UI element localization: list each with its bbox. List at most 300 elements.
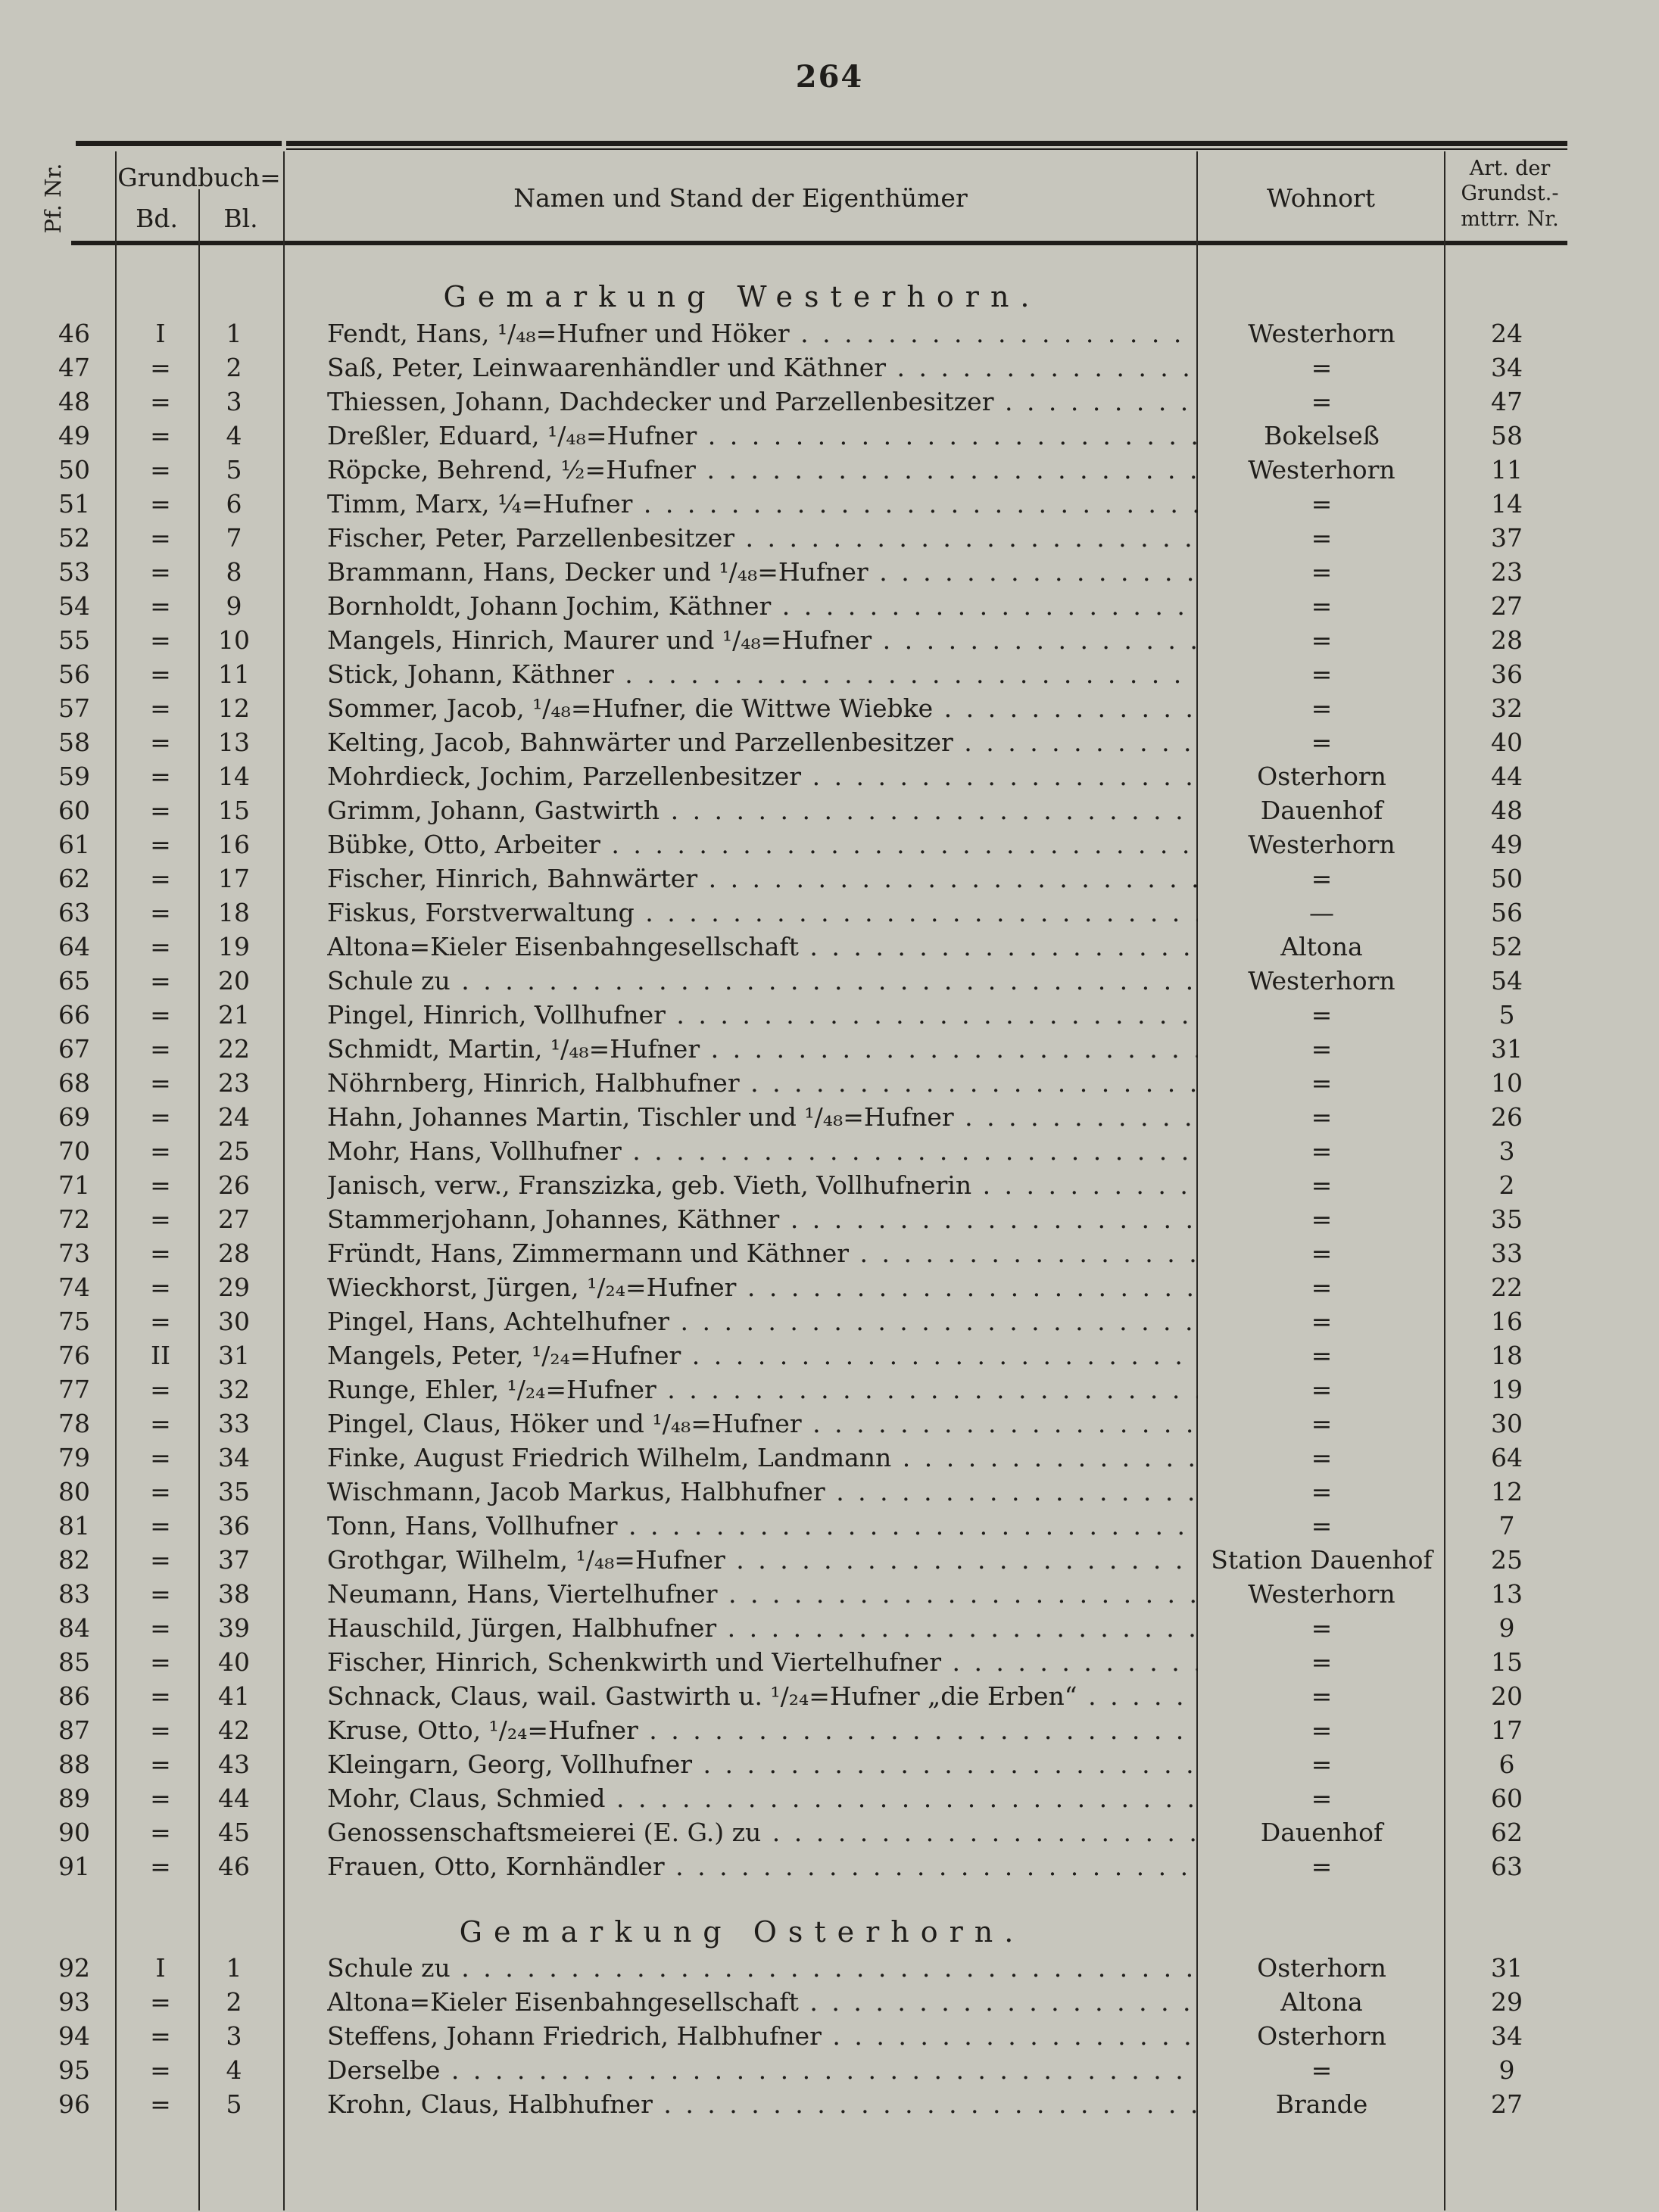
header-art-line3: mttrr. Nr.: [1461, 207, 1559, 231]
row-wohnort: =: [1311, 557, 1333, 587]
row-bl: 11: [218, 659, 250, 689]
row-nr: 47: [58, 353, 90, 382]
row-name: Schnack, Claus, wail. Gastwirth u. ¹/₂₄=Hufner „die Erben“ . . .: [327, 1679, 1198, 1713]
table-row: [0, 759, 1659, 793]
row-nr: 93: [58, 1987, 90, 2017]
table-row: [0, 2087, 1659, 2121]
header-wohnort: Wohnort: [1267, 183, 1375, 213]
row-art-nr: 62: [1491, 1818, 1523, 1847]
row-bl: 38: [218, 1579, 250, 1609]
row-art-nr: 44: [1491, 762, 1523, 791]
row-bd: =: [150, 1170, 171, 1200]
row-nr: 88: [58, 1749, 90, 1779]
row-wohnort: =: [1311, 2055, 1333, 2085]
row-nr: 83: [58, 1579, 90, 1609]
row-name: Saß, Peter, Leinwaarenhändler und Käthner . . .: [327, 350, 1198, 385]
row-bd: =: [150, 796, 171, 825]
row-art-nr: 6: [1498, 1749, 1515, 1779]
page-number: 264: [795, 59, 864, 95]
row-wohnort: =: [1311, 659, 1333, 689]
row-nr: 58: [58, 727, 90, 757]
table-row: [0, 316, 1659, 350]
row-bd: =: [150, 591, 171, 621]
row-art-nr: 34: [1491, 2021, 1523, 2051]
row-name: Pingel, Claus, Höker und ¹/₄₈=Hufner . . .: [327, 1407, 1198, 1441]
row-bl: 3: [226, 387, 242, 416]
row-name: Fendt, Hans, ¹/₄₈=Hufner und Höker . . .: [327, 316, 1198, 350]
row-bd: =: [150, 1136, 171, 1166]
row-nr: 85: [58, 1647, 90, 1677]
header-grundbuch: Grundbuch=: [117, 163, 281, 192]
row-art-nr: 16: [1491, 1307, 1523, 1336]
row-wohnort: =: [1311, 1613, 1333, 1643]
row-wohnort: Bokelseß: [1264, 421, 1380, 450]
row-nr: 77: [58, 1375, 90, 1404]
row-art-nr: 29: [1491, 1987, 1523, 2017]
row-bd: =: [150, 1715, 171, 1745]
row-art-nr: 2: [1498, 1170, 1515, 1200]
row-bl: 42: [218, 1715, 250, 1745]
row-name: Nöhrnberg, Hinrich, Halbhufner . . .: [327, 1066, 1198, 1100]
row-wohnort: =: [1311, 1647, 1333, 1677]
row-bl: 5: [226, 455, 242, 484]
row-bl: 45: [218, 1818, 250, 1847]
row-nr: 91: [58, 1852, 90, 1881]
row-art-nr: 20: [1491, 1681, 1523, 1711]
row-nr: 46: [58, 319, 90, 348]
row-art-nr: 22: [1491, 1273, 1523, 1302]
row-wohnort: =: [1311, 1273, 1333, 1302]
row-wohnort: =: [1311, 1204, 1333, 1234]
row-bd: =: [150, 1204, 171, 1234]
row-wohnort: —: [1309, 898, 1334, 927]
row-bl: 33: [218, 1409, 250, 1438]
row-wohnort: =: [1311, 1443, 1333, 1472]
table-row: [0, 1407, 1659, 1441]
header-art-line2: Grundst.-: [1461, 182, 1559, 205]
row-name: Kruse, Otto, ¹/₂₄=Hufner . . .: [327, 1713, 1198, 1747]
table-row: [0, 1747, 1659, 1781]
row-art-nr: 27: [1491, 591, 1523, 621]
row-bl: 39: [218, 1613, 250, 1643]
row-bd: =: [150, 1068, 171, 1098]
table-row: [0, 793, 1659, 827]
row-bd: =: [150, 1681, 171, 1711]
row-nr: 59: [58, 762, 90, 791]
row-name: Wischmann, Jacob Markus, Halbhufner . . .: [327, 1475, 1198, 1509]
row-bd: =: [150, 1477, 171, 1506]
table-row: [0, 2019, 1659, 2053]
row-name: Fiskus, Forstverwaltung . . .: [327, 896, 1198, 930]
row-art-nr: 47: [1491, 387, 1523, 416]
row-wohnort: =: [1311, 1000, 1333, 1030]
row-bl: 40: [218, 1647, 250, 1677]
row-art-nr: 63: [1491, 1852, 1523, 1881]
row-bl: 14: [218, 762, 250, 791]
row-wohnort: =: [1311, 1307, 1333, 1336]
row-bl: 30: [218, 1307, 250, 1336]
row-art-nr: 31: [1491, 1034, 1523, 1064]
table-row: [0, 1134, 1659, 1168]
row-bl: 4: [226, 2055, 242, 2085]
row-name: Timm, Marx, ¼=Hufner . . .: [327, 487, 1198, 521]
row-name: Altona=Kieler Eisenbahngesellschaft . . .: [327, 930, 1198, 964]
row-art-nr: 17: [1491, 1715, 1523, 1745]
row-art-nr: 3: [1498, 1136, 1515, 1166]
row-name: Dreßler, Eduard, ¹/₄₈=Hufner . . .: [327, 419, 1198, 453]
row-name: Finke, August Friedrich Wilhelm, Landmann . . .: [327, 1441, 1198, 1475]
row-wohnort: =: [1311, 1068, 1333, 1098]
row-art-nr: 27: [1491, 2089, 1523, 2119]
table-row: [0, 1815, 1659, 1849]
table-row: [0, 964, 1659, 998]
row-art-nr: 9: [1498, 1613, 1515, 1643]
row-art-nr: 54: [1491, 966, 1523, 995]
table-row: [0, 2053, 1659, 2087]
row-bd: =: [150, 1749, 171, 1779]
table-row: [0, 657, 1659, 691]
row-bl: 1: [226, 319, 242, 348]
row-name: Grothgar, Wilhelm, ¹/₄₈=Hufner . . .: [327, 1543, 1198, 1577]
table-row: [0, 1100, 1659, 1134]
header-art-line1: Art. der: [1469, 157, 1551, 180]
row-wohnort: =: [1311, 864, 1333, 893]
row-wohnort: Westerhorn: [1248, 1579, 1395, 1609]
table-row: [0, 589, 1659, 623]
row-nr: 48: [58, 387, 90, 416]
row-bd: =: [150, 1579, 171, 1609]
row-bd: I: [155, 319, 166, 348]
row-wohnort: =: [1311, 1238, 1333, 1268]
row-name: Tonn, Hans, Vollhufner . . .: [327, 1509, 1198, 1543]
row-bl: 13: [218, 727, 250, 757]
row-wohnort: =: [1311, 1341, 1333, 1370]
row-nr: 84: [58, 1613, 90, 1643]
table-row: [0, 1509, 1659, 1543]
table-row: [0, 1270, 1659, 1304]
row-bd: =: [150, 762, 171, 791]
row-name: Kleingarn, Georg, Vollhufner . . .: [327, 1747, 1198, 1781]
row-nr: 96: [58, 2089, 90, 2119]
table-row: [0, 487, 1659, 521]
row-name: Mohr, Claus, Schmied . . .: [327, 1781, 1198, 1815]
header-pf-nr: Pf. Nr.: [40, 163, 66, 234]
row-bd: =: [150, 932, 171, 961]
row-wohnort: =: [1311, 1681, 1333, 1711]
row-name: Schule zu . . .: [327, 964, 1198, 998]
row-bl: 12: [218, 693, 250, 723]
row-wohnort: Station Dauenhof: [1211, 1545, 1433, 1575]
table-row: [0, 896, 1659, 930]
row-bl: 21: [218, 1000, 250, 1030]
row-wohnort: =: [1311, 1034, 1333, 1064]
row-bd: =: [150, 1238, 171, 1268]
row-wohnort: Osterhorn: [1257, 1953, 1386, 1983]
row-art-nr: 10: [1491, 1068, 1523, 1098]
row-bl: 2: [226, 353, 242, 382]
row-nr: 94: [58, 2021, 90, 2051]
table-row: [0, 1577, 1659, 1611]
table-row: [0, 930, 1659, 964]
row-art-nr: 34: [1491, 353, 1523, 382]
row-wohnort: Westerhorn: [1248, 830, 1395, 859]
row-bd: =: [150, 1000, 171, 1030]
top-rule-right: [286, 141, 1567, 146]
row-bl: 36: [218, 1511, 250, 1541]
row-art-nr: 7: [1498, 1511, 1515, 1541]
row-bl: 3: [226, 2021, 242, 2051]
row-wohnort: =: [1311, 1715, 1333, 1745]
row-bd: =: [150, 1545, 171, 1575]
table-row: [0, 1066, 1659, 1100]
row-name: Genossenschaftsmeierei (E. G.) zu . . .: [327, 1815, 1198, 1849]
row-bl: 10: [218, 625, 250, 655]
row-wohnort: Brande: [1275, 2089, 1368, 2119]
row-bl: 32: [218, 1375, 250, 1404]
row-bl: 1: [226, 1953, 242, 1983]
row-name: Pingel, Hinrich, Vollhufner . . .: [327, 998, 1198, 1032]
header-bl: Bl.: [223, 204, 258, 233]
row-bl: 34: [218, 1443, 250, 1472]
row-art-nr: 56: [1491, 898, 1523, 927]
row-wohnort: Altona: [1280, 1987, 1363, 2017]
row-art-nr: 28: [1491, 625, 1523, 655]
row-bd: =: [150, 625, 171, 655]
row-bd: =: [150, 1375, 171, 1404]
row-wohnort: Osterhorn: [1257, 762, 1386, 791]
row-name: Mohr, Hans, Vollhufner . . .: [327, 1134, 1198, 1168]
row-nr: 76: [58, 1341, 90, 1370]
table-row: [0, 1985, 1659, 2019]
row-wohnort: Westerhorn: [1248, 455, 1395, 484]
row-name: Bornholdt, Johann Jochim, Käthner . . .: [327, 589, 1198, 623]
row-wohnort: =: [1311, 1511, 1333, 1541]
row-bd: =: [150, 557, 171, 587]
row-name: Grimm, Johann, Gastwirth . . .: [327, 793, 1198, 827]
row-name: Krohn, Claus, Halbhufner . . .: [327, 2087, 1198, 2121]
table-row: [0, 385, 1659, 419]
row-name: Schmidt, Martin, ¹/₄₈=Hufner . . .: [327, 1032, 1198, 1066]
row-art-nr: 58: [1491, 421, 1523, 450]
table-row: [0, 1713, 1659, 1747]
table-row: [0, 350, 1659, 385]
row-nr: 66: [58, 1000, 90, 1030]
row-bd: =: [150, 2021, 171, 2051]
table-row: [0, 691, 1659, 725]
row-nr: 75: [58, 1307, 90, 1336]
table-row: [0, 998, 1659, 1032]
row-nr: 70: [58, 1136, 90, 1166]
table-row: [0, 419, 1659, 453]
row-wohnort: =: [1311, 693, 1333, 723]
row-bl: 4: [226, 421, 242, 450]
row-bd: =: [150, 830, 171, 859]
row-nr: 82: [58, 1545, 90, 1575]
row-name: Neumann, Hans, Viertelhufner . . .: [327, 1577, 1198, 1611]
row-bd: =: [150, 659, 171, 689]
row-name: Bübke, Otto, Arbeiter . . .: [327, 827, 1198, 861]
row-art-nr: 15: [1491, 1647, 1523, 1677]
row-art-nr: 36: [1491, 659, 1523, 689]
row-bd: =: [150, 727, 171, 757]
row-name: Stammerjohann, Johannes, Käthner . . .: [327, 1202, 1198, 1236]
row-bl: 28: [218, 1238, 250, 1268]
row-nr: 71: [58, 1170, 90, 1200]
row-art-nr: 24: [1491, 319, 1523, 348]
row-art-nr: 35: [1491, 1204, 1523, 1234]
header-bd: Bd.: [136, 204, 178, 233]
table-row: [0, 1236, 1659, 1270]
row-art-nr: 18: [1491, 1341, 1523, 1370]
row-nr: 57: [58, 693, 90, 723]
row-bl: 26: [218, 1170, 250, 1200]
row-nr: 89: [58, 1784, 90, 1813]
row-name: Stick, Johann, Käthner . . .: [327, 657, 1198, 691]
row-nr: 64: [58, 932, 90, 961]
row-art-nr: 33: [1491, 1238, 1523, 1268]
row-bd: II: [150, 1341, 171, 1370]
row-nr: 60: [58, 796, 90, 825]
row-wohnort: =: [1311, 1102, 1333, 1132]
row-wohnort: =: [1311, 591, 1333, 621]
row-art-nr: 5: [1498, 1000, 1515, 1030]
row-nr: 52: [58, 523, 90, 553]
row-bd: =: [150, 2089, 171, 2119]
row-name: Fischer, Hinrich, Bahnwärter . . .: [327, 861, 1198, 896]
row-art-nr: 11: [1491, 455, 1523, 484]
row-nr: 49: [58, 421, 90, 450]
row-wohnort: =: [1311, 1409, 1333, 1438]
table-row: [0, 1202, 1659, 1236]
row-art-nr: 40: [1491, 727, 1523, 757]
row-nr: 65: [58, 966, 90, 995]
row-wohnort: =: [1311, 1749, 1333, 1779]
row-nr: 51: [58, 489, 90, 519]
row-bd: =: [150, 1443, 171, 1472]
table-row: [0, 861, 1659, 896]
table-row: [0, 1168, 1659, 1202]
row-name: Hauschild, Jürgen, Halbhufner . . .: [327, 1611, 1198, 1645]
row-name: Fischer, Peter, Parzellenbesitzer . . .: [327, 521, 1198, 555]
row-nr: 55: [58, 625, 90, 655]
row-bd: =: [150, 387, 171, 416]
row-wohnort: Osterhorn: [1257, 2021, 1386, 2051]
row-art-nr: 26: [1491, 1102, 1523, 1132]
row-art-nr: 60: [1491, 1784, 1523, 1813]
row-name: Janisch, verw., Franszizka, geb. Vieth, Vollhufnerin . . .: [327, 1168, 1198, 1202]
row-nr: 50: [58, 455, 90, 484]
row-bd: =: [150, 864, 171, 893]
row-wohnort: =: [1311, 489, 1333, 519]
row-wohnort: =: [1311, 1477, 1333, 1506]
row-bl: 29: [218, 1273, 250, 1302]
row-wohnort: =: [1311, 523, 1333, 553]
row-bl: 20: [218, 966, 250, 995]
row-name: Sommer, Jacob, ¹/₄₈=Hufner, die Wittwe Wiebke . . .: [327, 691, 1198, 725]
row-nr: 92: [58, 1953, 90, 1983]
row-wohnort: Westerhorn: [1248, 319, 1395, 348]
table-row: [0, 725, 1659, 759]
row-name: Wieckhorst, Jürgen, ¹/₂₄=Hufner . . .: [327, 1270, 1198, 1304]
row-bl: 6: [226, 489, 242, 519]
section-title-westerhorn: Gemarkung Westerhorn.: [443, 280, 1041, 313]
row-nr: 79: [58, 1443, 90, 1472]
row-bd: =: [150, 1034, 171, 1064]
row-name: Frauen, Otto, Kornhändler . . .: [327, 1849, 1198, 1883]
row-wohnort: =: [1311, 1375, 1333, 1404]
row-name: Hahn, Johannes Martin, Tischler und ¹/₄₈=Hufner . . .: [327, 1100, 1198, 1134]
row-wohnort: =: [1311, 727, 1333, 757]
row-nr: 90: [58, 1818, 90, 1847]
top-rule-left: [76, 141, 282, 146]
row-wohnort: =: [1311, 1784, 1333, 1813]
row-bl: 31: [218, 1341, 250, 1370]
row-art-nr: 37: [1491, 523, 1523, 553]
table-row: [0, 1441, 1659, 1475]
row-name: Röpcke, Behrend, ½=Hufner . . .: [327, 453, 1198, 487]
table-row: [0, 1475, 1659, 1509]
table-row: [0, 623, 1659, 657]
row-art-nr: 49: [1491, 830, 1523, 859]
row-art-nr: 9: [1498, 2055, 1515, 2085]
row-wohnort: Westerhorn: [1248, 966, 1395, 995]
row-art-nr: 30: [1491, 1409, 1523, 1438]
row-nr: 61: [58, 830, 90, 859]
row-art-nr: 13: [1491, 1579, 1523, 1609]
row-bd: =: [150, 1613, 171, 1643]
row-bl: 9: [226, 591, 242, 621]
row-art-nr: 32: [1491, 693, 1523, 723]
row-wohnort: =: [1311, 625, 1333, 655]
row-bl: 16: [218, 830, 250, 859]
row-bl: 5: [226, 2089, 242, 2119]
header-bottom-rule: [71, 241, 1567, 245]
row-name: Runge, Ehler, ¹/₂₄=Hufner . . .: [327, 1372, 1198, 1407]
row-art-nr: 64: [1491, 1443, 1523, 1472]
row-bd: =: [150, 1647, 171, 1677]
row-bd: =: [150, 898, 171, 927]
row-art-nr: 19: [1491, 1375, 1523, 1404]
row-wohnort: =: [1311, 353, 1333, 382]
header-name: Namen und Stand der Eigenthümer: [513, 183, 968, 213]
row-bl: 7: [226, 523, 242, 553]
table-row: [0, 827, 1659, 861]
row-bd: =: [150, 1409, 171, 1438]
row-nr: 56: [58, 659, 90, 689]
row-name: Thiessen, Johann, Dachdecker und Parzellenbesitzer . . .: [327, 385, 1198, 419]
row-bd: =: [150, 455, 171, 484]
table-row: [0, 453, 1659, 487]
row-name: Mangels, Peter, ¹/₂₄=Hufner . . .: [327, 1338, 1198, 1372]
row-name: Altona=Kieler Eisenbahngesellschaft . . .: [327, 1985, 1198, 2019]
row-bd: =: [150, 1852, 171, 1881]
row-bd: =: [150, 1307, 171, 1336]
row-nr: 87: [58, 1715, 90, 1745]
row-art-nr: 31: [1491, 1953, 1523, 1983]
row-name: Mohrdieck, Jochim, Parzellenbesitzer . . .: [327, 759, 1198, 793]
row-wohnort: Dauenhof: [1260, 1818, 1383, 1847]
row-bl: 25: [218, 1136, 250, 1166]
row-bd: =: [150, 489, 171, 519]
table-row: [0, 1645, 1659, 1679]
table-row: [0, 555, 1659, 589]
row-bd: =: [150, 1987, 171, 2017]
row-nr: 80: [58, 1477, 90, 1506]
row-name: Schule zu . . .: [327, 1951, 1198, 1985]
top-rule-thin: [286, 148, 1567, 150]
row-nr: 63: [58, 898, 90, 927]
table-row: [0, 1032, 1659, 1066]
